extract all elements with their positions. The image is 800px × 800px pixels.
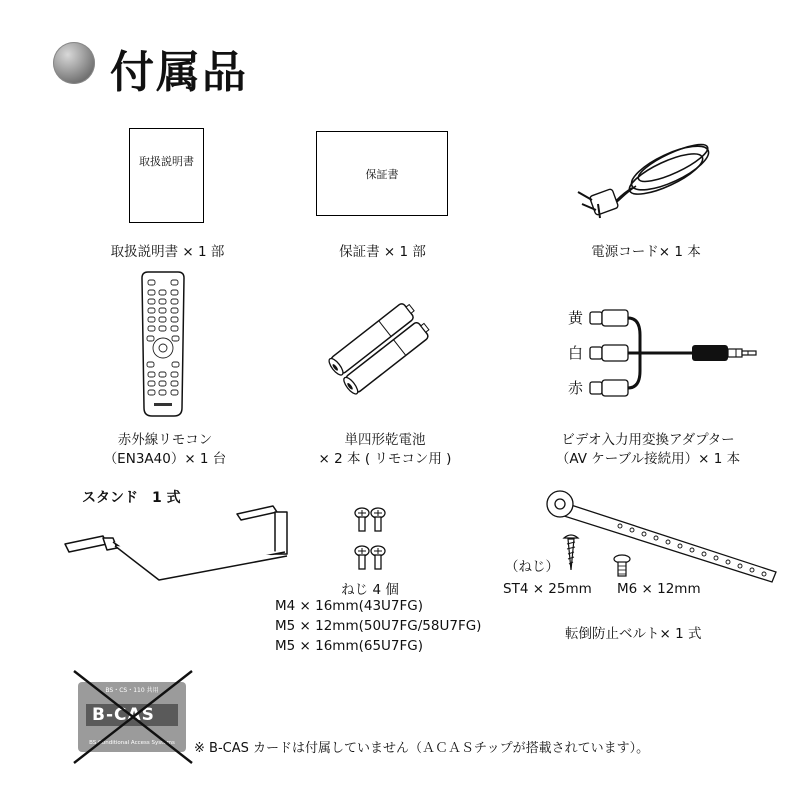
stand-icon — [55, 498, 295, 588]
remote-control-icon — [138, 270, 188, 420]
power-cord-icon — [570, 130, 720, 230]
power-cord-caption: 電源コード× 1 本 — [591, 244, 701, 260]
screw-spec-3: M5 × 16mm(65U7FG) — [275, 638, 424, 654]
warranty-card — [316, 131, 448, 216]
remote-caption-line2: （EN3A40）× 1 台 — [103, 451, 227, 467]
bcas-card-logo: B-CAS — [92, 705, 155, 725]
screw-m6-icon — [612, 554, 632, 578]
av-adapter-caption-line1: ビデオ入力用変換アダプター — [561, 432, 735, 448]
warranty-card-label: 保証書 — [365, 168, 399, 181]
belt-screw-label: （ねじ） — [505, 559, 559, 575]
batteries-icon — [325, 300, 445, 390]
bcas-card-bottom-text: BS Conditional Access Systems — [89, 740, 175, 746]
bcas-card-top-text: BS・CS・110 共用 — [105, 687, 159, 694]
av-adapter-caption-line2: （AV ケーブル接続用）× 1 本 — [555, 451, 741, 467]
av-label-yellow: 黄 — [568, 309, 584, 327]
av-label-red: 赤 — [568, 379, 584, 397]
screw-spec-2: M5 × 12mm(50U7FG/58U7FG) — [275, 618, 482, 634]
screw-spec-1: M4 × 16mm(43U7FG) — [275, 598, 424, 614]
batteries-caption-line2: × 2 本 ( リモコン用 ) — [318, 451, 452, 467]
screws-icon — [350, 505, 390, 575]
screws-caption: ねじ 4 個 — [341, 582, 399, 598]
stand-label: スタンド 1 式 — [82, 490, 181, 506]
belt-screw-st4: ST4 × 25mm — [503, 581, 592, 597]
remote-caption-line1: 赤外線リモコン — [117, 432, 213, 448]
manual-caption: 取扱説明書 × 1 部 — [110, 244, 225, 260]
batteries-caption-line1: 単四形乾電池 — [344, 432, 426, 448]
av-adapter-icon — [588, 305, 768, 400]
manual-booklet-label: 取扱説明書 — [139, 155, 194, 168]
manual-booklet — [129, 128, 204, 223]
av-label-white: 白 — [568, 344, 584, 362]
warranty-caption: 保証書 × 1 部 — [339, 244, 426, 260]
screw-st4-icon — [562, 534, 580, 574]
bcas-note: ※ B-CAS カードは付属していません（ＡＣＡＳチップが搭載されています）。 — [194, 741, 650, 756]
cross-out-icon — [68, 667, 198, 767]
title-bullet-icon — [53, 42, 95, 84]
page-title: 付属品 — [110, 47, 248, 98]
belt-caption: 転倒防止ベルト× 1 式 — [565, 626, 702, 642]
belt-screw-m6: M6 × 12mm — [617, 581, 701, 597]
